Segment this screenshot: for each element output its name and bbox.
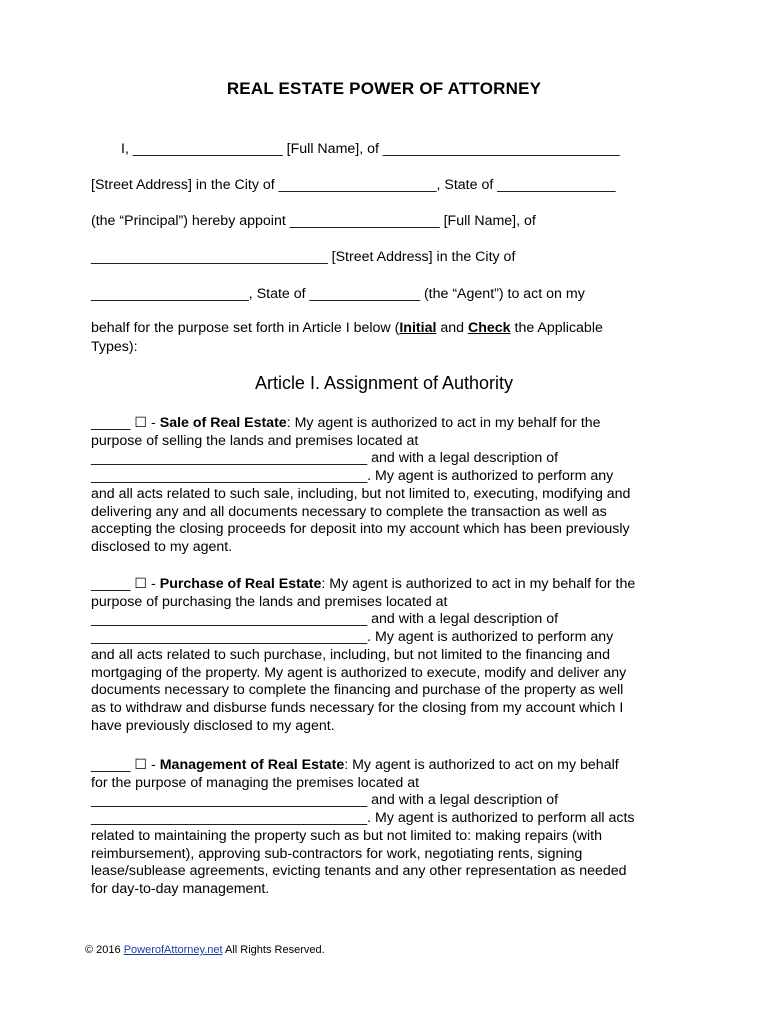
document-title: REAL ESTATE POWER OF ATTORNEY <box>226 79 542 98</box>
intro-line-7: Types): <box>91 339 138 355</box>
article-heading: Article I. Assignment of Authority <box>254 373 514 393</box>
intro-text-after: the Applicable <box>510 320 603 336</box>
section-management <box>91 757 691 899</box>
section-management-row: ___________________________________. My agent is authorized to perform all acts <box>91 810 635 827</box>
section-purchase-row: purpose of purchasing the lands and premises located at <box>91 593 448 610</box>
section-purchase-row: ___________________________________. My agent is authorized to perform any <box>91 629 614 646</box>
section-sale-row-1 <box>91 415 691 433</box>
initial-emphasis: Initial <box>399 320 437 336</box>
checkbox-field[interactable]: _____ ☐ - <box>91 415 160 431</box>
footer-link[interactable]: PowerofAttorney.net <box>123 944 223 956</box>
section-sale-row: and all acts related to such sale, including, but not limited to, executing, modifying and <box>91 485 631 502</box>
section-sale <box>91 415 691 557</box>
section-purchase-text: : My agent is authorized to act in my behalf for the <box>321 576 636 592</box>
section-management-label: Management of Real Estate <box>159 757 345 773</box>
section-purchase-label: Purchase of Real Estate <box>159 576 322 592</box>
footer-rights: All Rights Reserved. <box>222 944 325 956</box>
footer-copyright: © 2016 <box>85 944 124 956</box>
section-purchase <box>91 576 691 735</box>
page-footer <box>85 944 325 956</box>
section-purchase-row: have previously disclosed to my agent. <box>91 717 335 734</box>
section-purchase-row: documents necessary to complete the financing and purchase of the property as well <box>91 682 624 699</box>
section-management-text: : My agent is authorized to act on my behalf <box>344 757 619 773</box>
section-management-row: for the purpose of managing the premises located at <box>91 774 420 791</box>
section-management-row: ___________________________________ and with a legal description of <box>91 792 559 809</box>
checkbox-field[interactable]: _____ ☐ - <box>91 576 160 592</box>
intro-line-4: ______________________________ [Street Address] in the City of <box>91 249 516 265</box>
intro-line-3: (the “Principal”) hereby appoint ___________________ [Full Name], of <box>91 213 536 229</box>
intro-line-2: [Street Address] in the City of ____________________, State of _______________ <box>91 177 616 193</box>
section-purchase-row: ___________________________________ and with a legal description of <box>91 611 559 628</box>
section-management-row: related to maintaining the property such as but not limited to: making repairs (with <box>91 827 603 844</box>
section-sale-row: delivering any and all documents necessary to complete the transaction as well as <box>91 503 607 520</box>
intro-text-before: behalf for the purpose set forth in Article I below ( <box>91 320 400 336</box>
section-sale-text: : My agent is authorized to act in my behalf for the <box>286 415 601 431</box>
section-purchase-row: mortgaging of the property. My agent is authorized to execute, modify and deliver any <box>91 664 627 681</box>
intro-line-1: I, ___________________ [Full Name], of ______________________________ <box>121 141 620 157</box>
section-purchase-row-1 <box>91 576 691 594</box>
section-management-row-1 <box>91 757 691 775</box>
check-emphasis: Check <box>467 320 511 336</box>
section-management-row: reimbursement), approving sub-contractors for work, negotiating rents, signing <box>91 845 583 862</box>
section-sale-row: ___________________________________ and with a legal description of <box>91 450 559 467</box>
section-sale-row: disclosed to my agent. <box>91 538 233 555</box>
checkbox-field[interactable]: _____ ☐ - <box>91 757 160 773</box>
section-sale-row: ___________________________________. My agent is authorized to perform any <box>91 468 614 485</box>
intro-text-middle: and <box>436 320 468 336</box>
section-purchase-row: as to withdraw and disburse funds necessary for the closing from my account which I <box>91 699 624 716</box>
section-management-row: lease/sublease agreements, evicting tenants and any other representation as needed <box>91 863 627 880</box>
section-management-row: for day-to-day management. <box>91 880 270 897</box>
section-sale-label: Sale of Real Estate <box>159 415 287 431</box>
intro-line-6 <box>91 319 603 337</box>
section-sale-row: purpose of selling the lands and premises located at <box>91 432 419 449</box>
intro-line-5: ____________________, State of ______________ (the “Agent”) to act on my <box>91 286 585 302</box>
section-sale-row: accepting the closing proceeds for deposit into my account which has been previously <box>91 521 630 538</box>
section-purchase-row: and all acts related to such purchase, including, but not limited to the financing and <box>91 646 610 663</box>
